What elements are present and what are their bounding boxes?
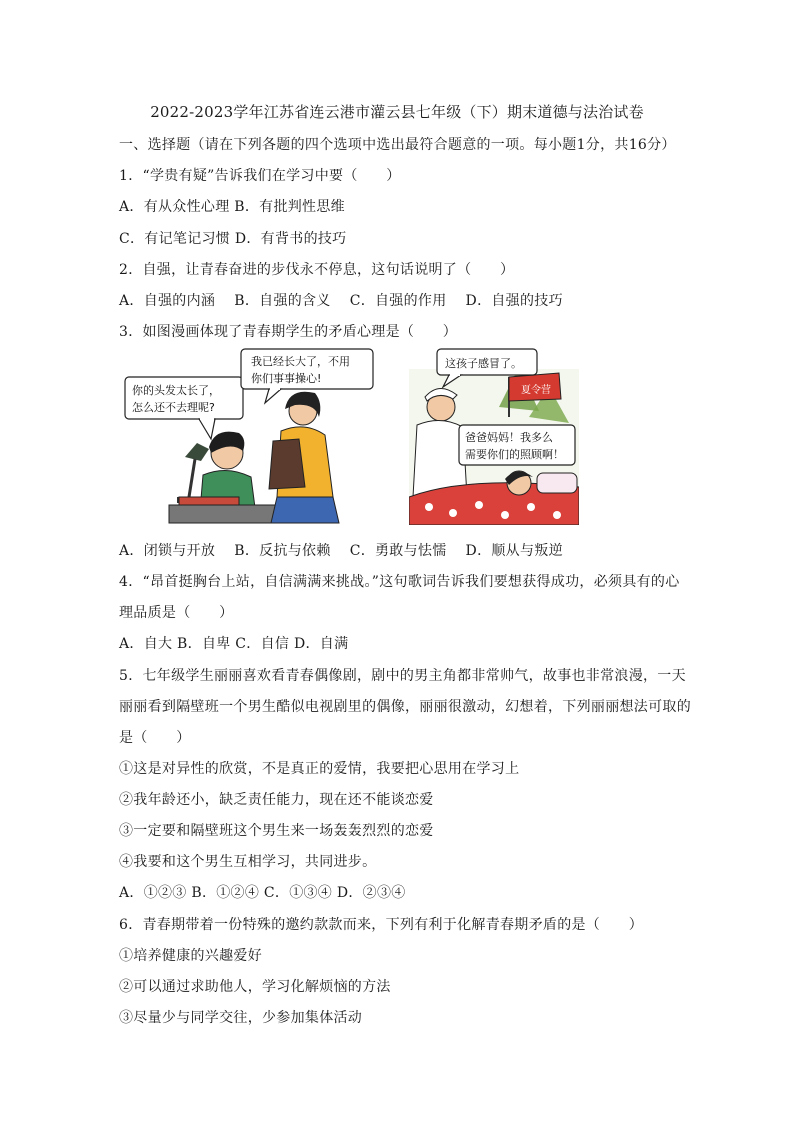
q4-options: A．自大 B．自卑 C．自信 D．自满 — [119, 636, 349, 652]
cartoon-right-image — [409, 347, 579, 525]
q2-stem: 2．自强，让青春奋进的步伐永不停息，这句话说明了（ ） — [119, 262, 515, 278]
cartoon-left-bubble2-line2: 你们事事操心! — [251, 372, 322, 385]
cartoon-right-flag-text: 夏令营 — [521, 385, 551, 396]
cartoon-right-bubble2-line2: 需要你们的照顾啊！ — [465, 448, 564, 461]
q6-item-2: ②可以通过求助他人，学习化解烦恼的方法 — [119, 979, 391, 995]
cartoon-left-image — [119, 347, 381, 525]
cartoon-left-bubble2-line1: 我已经长大了，不用 — [251, 355, 350, 368]
q1-options-ab: A．有从众性心理 B．有批判性思维 — [119, 199, 345, 215]
q5-options: A．①②③ B．①②④ C．①③④ D．②③④ — [119, 885, 406, 901]
cartoon-right-bubble2-line1: 爸爸妈妈！我多么 — [465, 431, 553, 444]
q5-item-1: ①这是对异性的欣赏，不是真正的爱情，我要把心思用在学习上 — [119, 761, 520, 777]
cartoon-left-bubble1-line2: 怎么还不去理呢? — [132, 401, 215, 414]
section-heading: 一、选择题（请在下列各题的四个选项中选出最符合题意的一项。每小题1分，共16分） — [119, 137, 676, 153]
q5-stem-line3: 是（ ） — [119, 730, 191, 746]
q3-stem: 3．如图漫画体现了青春期学生的矛盾心理是（ ） — [119, 324, 458, 340]
exam-title: 2022-2023学年江苏省连云港市灌云县七年级（下）期末道德与法治试卷 — [150, 103, 644, 121]
q3-cartoon-figure — [119, 347, 589, 527]
q2-options: A．自强的内涵 B．自强的含义 C．自强的作用 D．自强的技巧 — [119, 293, 563, 309]
q5-item-3: ③一定要和隔壁班这个男生来一场轰轰烈烈的恋爱 — [119, 823, 434, 839]
q5-stem-line2: 丽丽看到隔壁班一个男生酷似电视剧里的偶像，丽丽很激动，幻想着，下列丽丽想法可取的 — [119, 699, 691, 715]
q3-options: A．闭锁与开放 B．反抗与依赖 C．勇敢与怯懦 D．顺从与叛逆 — [119, 543, 563, 559]
cartoon-left-bubble1-line1: 你的头发太长了， — [132, 384, 220, 397]
q6-stem: 6．青春期带着一份特殊的邀约款款而来，下列有利于化解青春期矛盾的是（ ） — [119, 917, 644, 933]
q5-stem-line1: 5．七年级学生丽丽喜欢看青春偶像剧，剧中的男主角都非常帅气，故事也非常浪漫，一天 — [119, 668, 686, 684]
q4-stem-line2: 理品质是（ ） — [119, 605, 234, 621]
q4-stem-line1: 4．“昂首挺胸台上站，自信满满来挑战。”这句歌词告诉我们要想获得成功，必须具有的心 — [119, 574, 680, 590]
q5-item-2: ②我年龄还小，缺乏责任能力，现在还不能谈恋爱 — [119, 792, 434, 808]
q1-options-cd: C．有记笔记习惯 D．有背书的技巧 — [119, 231, 347, 247]
q6-item-1: ①培养健康的兴趣爱好 — [119, 948, 262, 964]
q1-stem: 1．“学贵有疑”告诉我们在学习中要（ ） — [119, 168, 401, 184]
q5-item-4: ④我要和这个男生互相学习，共同进步。 — [119, 854, 377, 870]
q6-item-3: ③尽量少与同学交往，少参加集体活动 — [119, 1010, 363, 1026]
cartoon-right-bubble1: 这孩子感冒了。 — [445, 357, 522, 370]
